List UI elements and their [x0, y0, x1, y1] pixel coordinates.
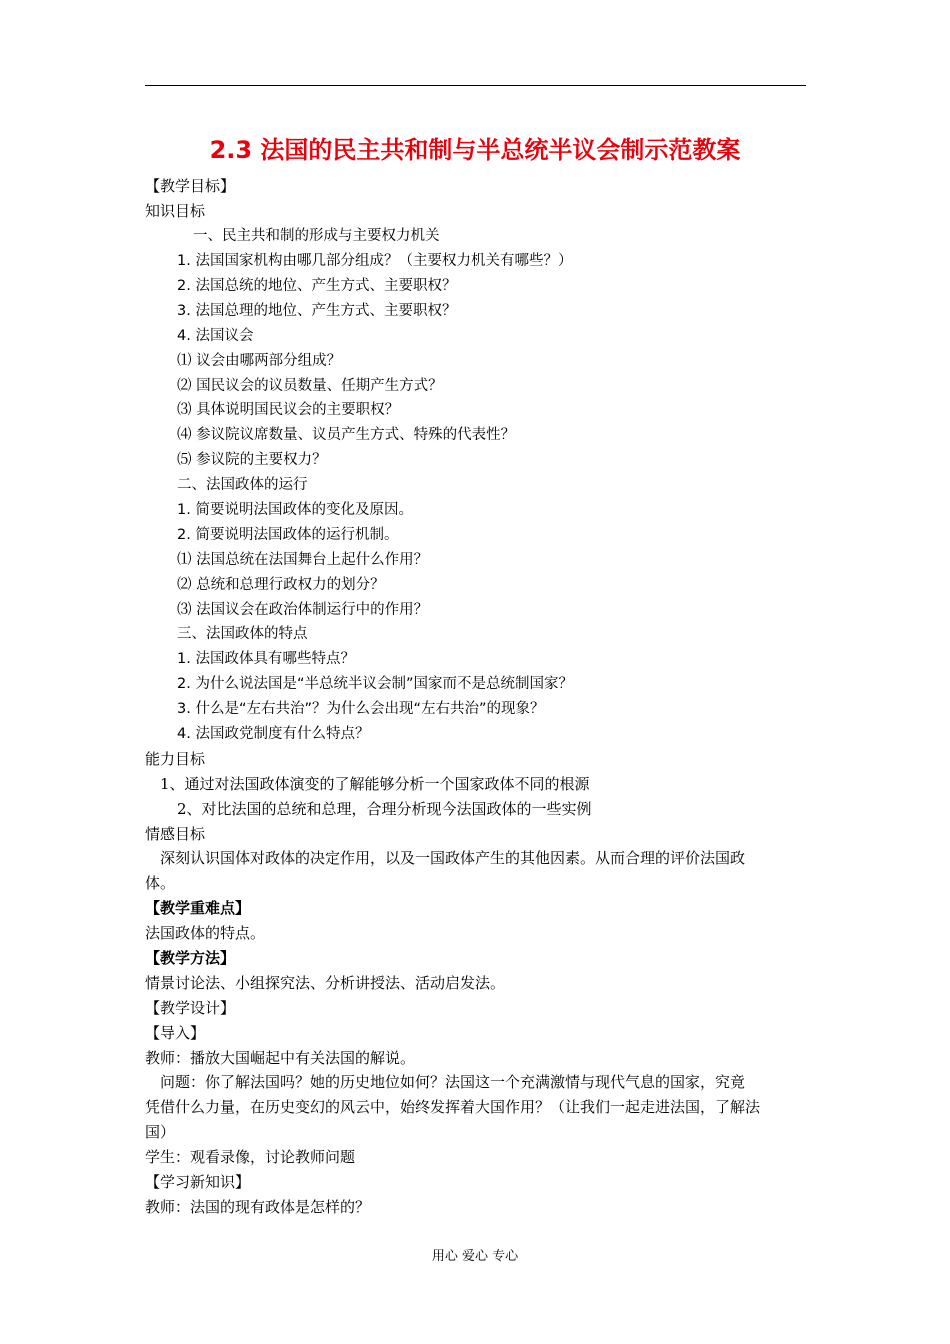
paragraph: 教师：播放大国崛起中有关法国的解说。 — [145, 1049, 416, 1067]
paragraph: 法国政体的特点。 — [145, 924, 266, 942]
section-heading: 【教学重难点】 — [145, 899, 251, 917]
paragraph: 1、通过对法国政体演变的了解能够分析一个国家政体不同的根源 — [160, 775, 590, 793]
list-item: 3. 法国总理的地位、产生方式、主要职权？ — [177, 303, 457, 319]
section-heading: 【导入】 — [145, 1024, 206, 1042]
list-heading: 三、法国政体的特点 — [177, 626, 308, 642]
section-heading: 【教学设计】 — [145, 999, 236, 1017]
paragraph: 学生：观看录像，讨论教师问题 — [145, 1148, 356, 1166]
list-heading: 一、民主共和制的形成与主要权力机关 — [193, 228, 440, 244]
list-item: 1. 简要说明法国政体的变化及原因。 — [177, 502, 413, 518]
list-item: ⑴ 法国总统在法国舞台上起什么作用？ — [177, 552, 429, 568]
subheading: 情感目标 — [145, 825, 206, 843]
list-item: ⑶ 法国议会在政治体制运行中的作用？ — [177, 602, 429, 618]
paragraph: 问题：你了解法国吗？她的历史地位如何？法国这一个充满激情与现代气息的国家，究竟 — [160, 1073, 746, 1091]
subheading: 知识目标 — [145, 202, 206, 220]
list-item: 4. 法国议会 — [177, 328, 254, 344]
list-item: 2. 法国总统的地位、产生方式、主要职权？ — [177, 278, 457, 294]
paragraph: 凭借什么力量，在历史变幻的风云中，始终发挥着大国作用？（让我们一起走进法国，了解法 — [145, 1098, 761, 1116]
subheading: 能力目标 — [145, 750, 206, 768]
section-heading: 【教学目标】 — [145, 177, 236, 195]
list-heading: 二、法国政体的运行 — [177, 477, 308, 493]
list-item: ⑶ 具体说明国民议会的主要职权？ — [177, 402, 400, 418]
list-item: ⑵ 总统和总理行政权力的划分？ — [177, 577, 385, 593]
list-item: 1. 法国国家机构由哪几部分组成？（主要权力机关有哪些？） — [177, 253, 573, 269]
document-title: 2.3 法国的民主共和制与半总统半议会制示范教案 — [209, 136, 741, 164]
paragraph: 深刻认识国体对政体的决定作用，以及一国政体产生的其他因素。从而合理的评价法国政 — [160, 849, 746, 867]
paragraph: 情景讨论法、小组探究法、分析讲授法、活动启发法。 — [145, 974, 506, 992]
list-item: 4. 法国政党制度有什么特点？ — [177, 726, 370, 742]
paragraph: 体。 — [145, 874, 176, 892]
list-item: 1. 法国政体具有哪些特点？ — [177, 651, 355, 667]
list-item: ⑵ 国民议会的议员数量、任期产生方式？ — [177, 378, 443, 394]
paragraph: 国） — [145, 1123, 176, 1141]
list-item: ⑷ 参议院议席数量、议员产生方式、特殊的代表性？ — [177, 427, 516, 443]
paragraph: 2、对比法国的总统和总理，合理分析现今法国政体的一些实例 — [177, 800, 592, 818]
list-item: ⑸ 参议院的主要权力？ — [177, 452, 327, 468]
paragraph: 教师：法国的现有政体是怎样的？ — [145, 1198, 371, 1216]
page-footer: 用心 爱心 专心 — [431, 1249, 519, 1264]
list-item: ⑴ 议会由哪两部分组成？ — [177, 353, 342, 369]
list-item: 2. 为什么说法国是“半总统半议会制”国家而不是总统制国家？ — [177, 676, 573, 692]
header-rule — [145, 85, 806, 86]
section-heading: 【教学方法】 — [145, 949, 236, 967]
list-item: 2. 简要说明法国政体的运行机制。 — [177, 527, 399, 543]
section-heading: 【学习新知识】 — [145, 1173, 251, 1191]
list-item: 3. 什么是“左右共治”？为什么会出现“左右共治”的现象？ — [177, 701, 545, 717]
